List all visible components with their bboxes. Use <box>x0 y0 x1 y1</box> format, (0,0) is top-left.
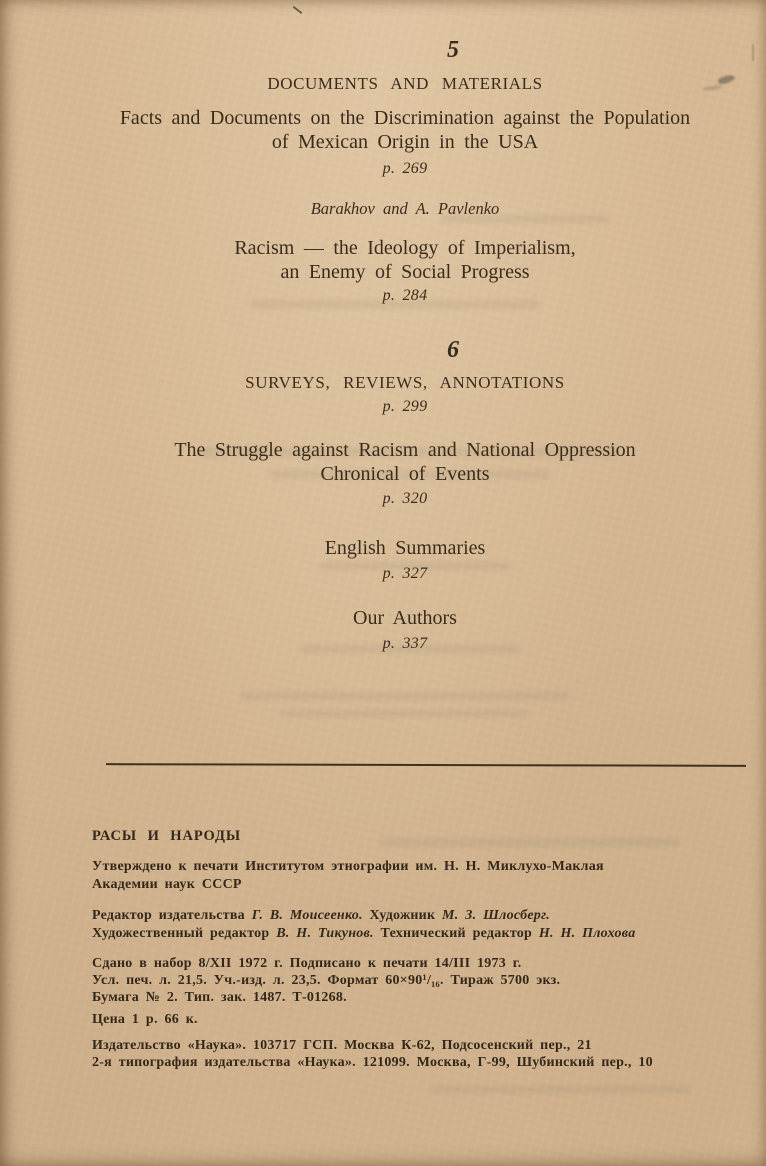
publisher-line: 2-я типография издательства «Наука». 121099. Москва, Г-99, Шубинский пер., 10 <box>92 1055 653 1070</box>
publisher-line: Издательство «Наука». 103717 ГСП. Москва К-62, Подсосенский пер., 21 <box>92 1038 592 1053</box>
page-ref-269: p. 269 <box>382 160 428 177</box>
show-through-ghost <box>430 1086 690 1093</box>
staff-name: М. З. Шлосберг. <box>442 908 551 923</box>
page-ref-284: p. 284 <box>382 287 428 304</box>
staff-role: Технический редактор <box>373 926 539 941</box>
entry-title-racism <box>45 237 765 284</box>
section-number-6: 6 <box>447 337 459 363</box>
print-info-line: Усл. печ. л. 21,5. Уч.-изд. л. 23,5. Формат 60×90¹/₁₆. Тираж 5700 экз. <box>92 973 561 988</box>
staff-role: Художественный редактор <box>92 926 277 941</box>
staff-line <box>92 926 635 942</box>
price-line: Цена 1 р. 66 к. <box>92 1012 198 1027</box>
entry-title-summaries: English Summaries <box>324 537 486 559</box>
staff-name: Г. В. Моисеенко. <box>251 908 363 923</box>
staff-role: Художник <box>362 908 443 923</box>
entry-title-line: Facts and Documents on the Discrimination against the Population <box>119 107 691 129</box>
staff-name: В. Н. Тикунов. <box>276 926 374 941</box>
entry-title-struggle <box>45 439 765 486</box>
scratch-mark <box>293 6 303 14</box>
entry-title-line: of Mexican Origin in the USA <box>271 130 539 153</box>
print-info-line: Сдано в набор 8/XII 1972 г. Подписано к печати 14/III 1973 г. <box>92 956 522 971</box>
author-line: Barakhov and A. Pavlenko <box>310 199 500 218</box>
show-through-ghost <box>280 710 530 717</box>
page-ref-299: p. 299 <box>382 398 428 415</box>
entry-title-line: The Struggle against Racism and National Oppression <box>174 439 636 461</box>
entry-title-line: Chronical of Events <box>320 462 490 485</box>
entry-title-facts <box>45 107 765 154</box>
show-through-ghost <box>240 692 570 700</box>
section-number-5: 5 <box>447 37 459 63</box>
approval-note-line: Академии наук СССР <box>92 877 242 892</box>
page-ref-337: p. 337 <box>382 635 428 652</box>
entry-title-line: Racism — the Ideology of Imperialism, <box>234 237 576 259</box>
staff-name: Н. Н. Плохова <box>538 926 636 941</box>
section-title-surveys: SURVEYS, REVIEWS, ANNOTATIONS <box>245 373 565 392</box>
staff-line <box>92 908 550 924</box>
show-through-ghost <box>380 838 680 847</box>
page-ref-320: p. 320 <box>382 490 428 507</box>
divider-rule <box>106 763 746 767</box>
section-title-documents: DOCUMENTS AND MATERIALS <box>267 74 543 93</box>
approval-note-line: Утверждено к печати Институтом этнографии им. Н. Н. Миклухо-Маклая <box>92 859 604 874</box>
print-info-line: Бумага № 2. Тип. зак. 1487. Т-01268. <box>92 990 347 1005</box>
entry-title-line: an Enemy of Social Progress <box>280 260 530 283</box>
staff-role: Редактор издательства <box>92 908 252 923</box>
entry-title-our-authors: Our Authors <box>353 607 457 629</box>
page-ref-327: p. 327 <box>382 565 428 582</box>
series-title: РАСЫ И НАРОДЫ <box>92 828 241 844</box>
